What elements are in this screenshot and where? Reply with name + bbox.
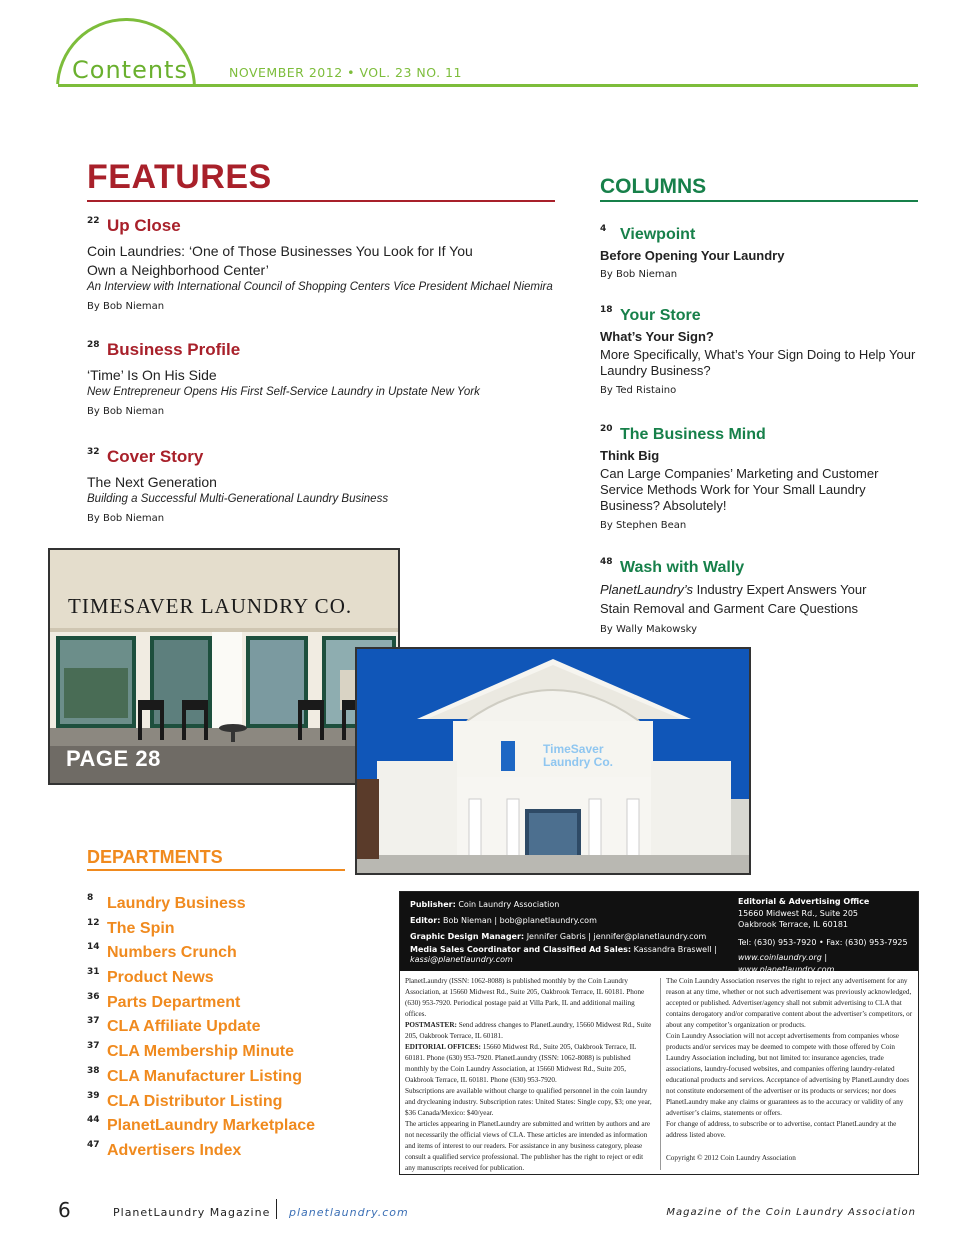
department-item[interactable] — [87, 1041, 387, 1066]
footer-url-link[interactable]: planetlaundry.com — [289, 1206, 409, 1219]
footer-tagline: Magazine of the Coin Laundry Association — [666, 1207, 916, 1218]
section-name: Viewpoint — [620, 226, 696, 243]
page-number: 12 — [87, 917, 100, 928]
article-title: ‘Time’ Is On His Side — [87, 367, 217, 383]
postmaster-label: POSTMASTER: — [405, 1021, 457, 1029]
subscription-info: Subscriptions are available without charge to qualified personnel in the coin laundry and drycleaning industry. Subscription rates: United States: Single copy, $3; one year, $36 Canada/Mexico: $40/year. — [405, 1087, 652, 1117]
page-number: 31 — [87, 967, 100, 978]
building-photo — [355, 647, 751, 875]
sales-email: kassi@planetlaundry.com — [410, 955, 513, 964]
page-number: 8 — [87, 893, 94, 903]
article-subtitle: New Entrepreneur Opens His First Self-Service Laundry in Upstate New York — [87, 386, 480, 398]
store-sign: TIMESAVER LAUNDRY CO. — [68, 594, 353, 618]
page-number: 48 — [600, 557, 613, 567]
page-number: 20 — [600, 424, 613, 434]
editor: Bob Nieman | bob@planetlaundry.com — [442, 916, 597, 925]
feature-entry[interactable] — [87, 447, 557, 524]
advertising-policy: The Coin Laundry Association reserves the right to reject any advertisement for any reason at any time, whether or not such advertisement was previously acknowledged, accepted or published. Advertiser/agency shall not submit advertising to CLA that contains derogatory and/or comparative content about the advertiser’s competitors, or about any competitor’s organization or products. — [666, 977, 913, 1029]
arc-mask — [52, 84, 202, 114]
column-description: More Specifically, What’s Your Sign Doing to Help Your Laundry Business? — [600, 347, 916, 378]
advertising-restrictions: Coin Laundry Association will not accept advertisements from companies whose products and/or services may be deemed to compete with those offered by Coin Laundry Association including, but not limited to: insurance agencies, trade associations, laundry-focused websites, and companies offering laundry-related educational products and services. Acceptance of advertising by PlanetLaundry does not constitute endorsement of the advertiser or its products or services; nor does PlanetLaundry make any claims or guarantees as to the accuracy or validity of any advertiser’s claims, statements or offers. — [666, 1032, 910, 1117]
department-name: CLA Membership Minute — [107, 1043, 294, 1061]
column-description-text: Industry Expert Answers Your Stain Removal and Garment Care Questions — [600, 582, 867, 616]
section-name: Business Profile — [107, 340, 241, 359]
office-web: www.coinlaundry.org | www.planetlaundry.com — [738, 953, 835, 974]
page-number: 28 — [87, 340, 100, 350]
department-name: Advertisers Index — [107, 1141, 242, 1159]
departments-rule — [87, 869, 345, 871]
masthead-header — [400, 892, 918, 974]
department-item[interactable] — [87, 918, 387, 943]
department-item[interactable] — [87, 1115, 387, 1140]
building-sign — [543, 743, 613, 769]
column-byline: By Stephen Bean — [600, 520, 687, 531]
departments-list — [87, 893, 387, 1165]
page-number: 4 — [600, 224, 607, 234]
office-phone: Tel: (630) 953-7920 • Fax: (630) 953-7925 — [738, 937, 908, 947]
design-manager: Jennifer Gabris | jennifer@planetlaundry.com — [526, 932, 707, 941]
article-subtitle: An Interview with International Council of Shopping Centers Vice President Michael Niemira — [87, 281, 553, 293]
masthead-left-text — [405, 976, 655, 1174]
section-name: Wash with Wally — [620, 559, 745, 576]
masthead-divider — [660, 978, 661, 1170]
masthead-right-text — [666, 976, 914, 1164]
department-item[interactable] — [87, 893, 387, 918]
column-description: Can Large Companies’ Marketing and Customer Service Methods Work for Your Small Laundry Business? Absolutely! — [600, 466, 879, 513]
building-sign-line2: Laundry Co. — [543, 755, 614, 769]
editorial-offices-label: EDITORIAL OFFICES: — [405, 1043, 481, 1051]
masthead-staff — [410, 897, 730, 965]
footer-divider — [276, 1199, 277, 1219]
article-byline: By Bob Nieman — [87, 406, 165, 417]
articles-disclaimer: The articles appearing in PlanetLaundry are submitted and written by authors and are not necessarily the official views of CLA. These articles are intended as information and items of interest to our readers. For assistance in any business category, please consult a qualified service professional. The publisher has the right to reject or edit any manuscripts received for publication. — [405, 1120, 651, 1172]
publisher-label: Publisher: — [410, 900, 456, 909]
department-item[interactable] — [87, 992, 387, 1017]
columns-rule — [600, 200, 918, 202]
department-name: CLA Affiliate Update — [107, 1018, 261, 1036]
masthead-office — [738, 896, 916, 975]
section-name: Your Store — [620, 307, 701, 324]
page-number: 36 — [87, 991, 100, 1002]
section-name: The Business Mind — [620, 426, 766, 443]
copyright: Copyright © 2012 Coin Laundry Association — [666, 1154, 796, 1162]
features-heading: FEATURES — [87, 158, 272, 196]
column-description — [600, 580, 890, 618]
page-number: 14 — [87, 942, 100, 953]
department-name: CLA Manufacturer Listing — [107, 1067, 302, 1085]
building-sign-line1: TimeSaver — [543, 742, 604, 756]
design-label: Graphic Design Manager: — [410, 932, 525, 941]
page-number: 37 — [87, 1016, 100, 1027]
department-item[interactable] — [87, 942, 387, 967]
department-name: PlanetLaundry Marketplace — [107, 1117, 316, 1135]
department-name: The Spin — [107, 919, 175, 937]
departments-heading: DEPARTMENTS — [87, 847, 223, 867]
article-title: Coin Laundries: ‘One of Those Businesses You Look for If You Own a Neighborhood Center’ — [87, 243, 473, 278]
department-item[interactable] — [87, 1140, 387, 1165]
editorial-offices-info: 15660 Midwest Rd., Suite 205, Oakbrook Terrace, IL 60181. Phone (630) 953-7920. PlanetLaundry (ISSN: 1062-8088) is published monthly by the Coin Laundry Association, at 15660 Midwest Rd., Suite 205, Oakbrook Terrace, IL 60181. Phone (630) 953-7920. — [405, 1043, 637, 1084]
article-byline: By Bob Nieman — [87, 301, 165, 312]
page-number: 39 — [87, 1090, 100, 1101]
department-name: CLA Distributor Listing — [107, 1092, 283, 1110]
column-title: Before Opening Your Laundry — [600, 248, 785, 263]
publisher: Coin Laundry Association — [458, 900, 560, 909]
header-rule — [58, 84, 918, 87]
column-title: Think Big — [600, 448, 660, 463]
department-item[interactable] — [87, 1016, 387, 1041]
photo-page-label: PAGE 28 — [66, 746, 161, 771]
feature-entry[interactable] — [87, 216, 557, 312]
publication-info: PlanetLaundry (ISSN: 1062-8088) is published monthly by the Coin Laundry Association, at 15660 Midwest Rd., Suite 205, Oakbrook Terrace, IL 60181. Phone (630) 953-7920. Periodical postage paid at Villa Park, IL and additional mailing offices. — [405, 977, 645, 1018]
office-address-1: 15660 Midwest Rd., Suite 205 — [738, 908, 859, 918]
article-subtitle: Building a Successful Multi-Generational Laundry Business — [87, 493, 389, 505]
page-number: 37 — [87, 1041, 100, 1052]
page-number: 38 — [87, 1065, 100, 1076]
office-label: Editorial & Advertising Office — [738, 897, 870, 906]
page-number: 32 — [87, 447, 100, 457]
page-title: Contents — [72, 56, 188, 84]
column-entry[interactable] — [600, 305, 920, 396]
department-name: Laundry Business — [107, 895, 246, 912]
department-item[interactable] — [87, 1066, 387, 1091]
section-name: Up Close — [107, 216, 181, 235]
column-byline: By Ted Ristaino — [600, 385, 677, 396]
columns-heading: COLUMNS — [600, 175, 707, 198]
page-number: 22 — [87, 216, 100, 226]
article-byline: By Bob Nieman — [87, 513, 165, 524]
contact-info: For change of address, to subscribe or to advertise, contact PlanetLaundry at the address listed above. — [666, 1120, 897, 1139]
masthead-box — [399, 891, 919, 1175]
sales-label: Media Sales Coordinator and Classified Ad Sales: — [410, 945, 632, 954]
editor-label: Editor: — [410, 916, 441, 925]
department-item[interactable] — [87, 1091, 387, 1116]
sales: Kassandra Braswell | — [633, 945, 717, 954]
page-number: 18 — [600, 305, 613, 315]
magazine-name: PlanetLaundry’s — [600, 582, 693, 597]
page-number: 44 — [87, 1115, 100, 1126]
office-address-2: Oakbrook Terrace, IL 60181 — [738, 920, 848, 929]
column-entry[interactable] — [600, 424, 920, 531]
column-entry[interactable] — [600, 557, 920, 635]
department-item[interactable] — [87, 967, 387, 992]
column-entry[interactable] — [600, 224, 920, 280]
column-title: What’s Your Sign? — [600, 329, 714, 344]
department-name: Parts Department — [107, 993, 241, 1011]
issue-info: NOVEMBER 2012 • VOL. 23 NO. 11 — [229, 65, 462, 80]
section-name: Cover Story — [107, 447, 204, 466]
page-number-footer: 6 — [58, 1198, 71, 1222]
magazine-name-footer: PlanetLaundry Magazine — [113, 1206, 271, 1219]
feature-entry[interactable] — [87, 340, 557, 417]
department-name: Numbers Crunch — [107, 944, 237, 962]
postmaster-info: Send address changes to PlanetLaundry, 15660 Midwest Rd., Suite 205, Oakbrook Terrace, IL 60181. — [405, 1021, 652, 1040]
page-number: 47 — [87, 1139, 100, 1150]
column-byline: By Wally Makowsky — [600, 624, 698, 635]
article-title: The Next Generation — [87, 474, 217, 490]
features-rule — [87, 200, 555, 202]
department-name: Product News — [107, 969, 214, 987]
column-byline: By Bob Nieman — [600, 269, 678, 280]
